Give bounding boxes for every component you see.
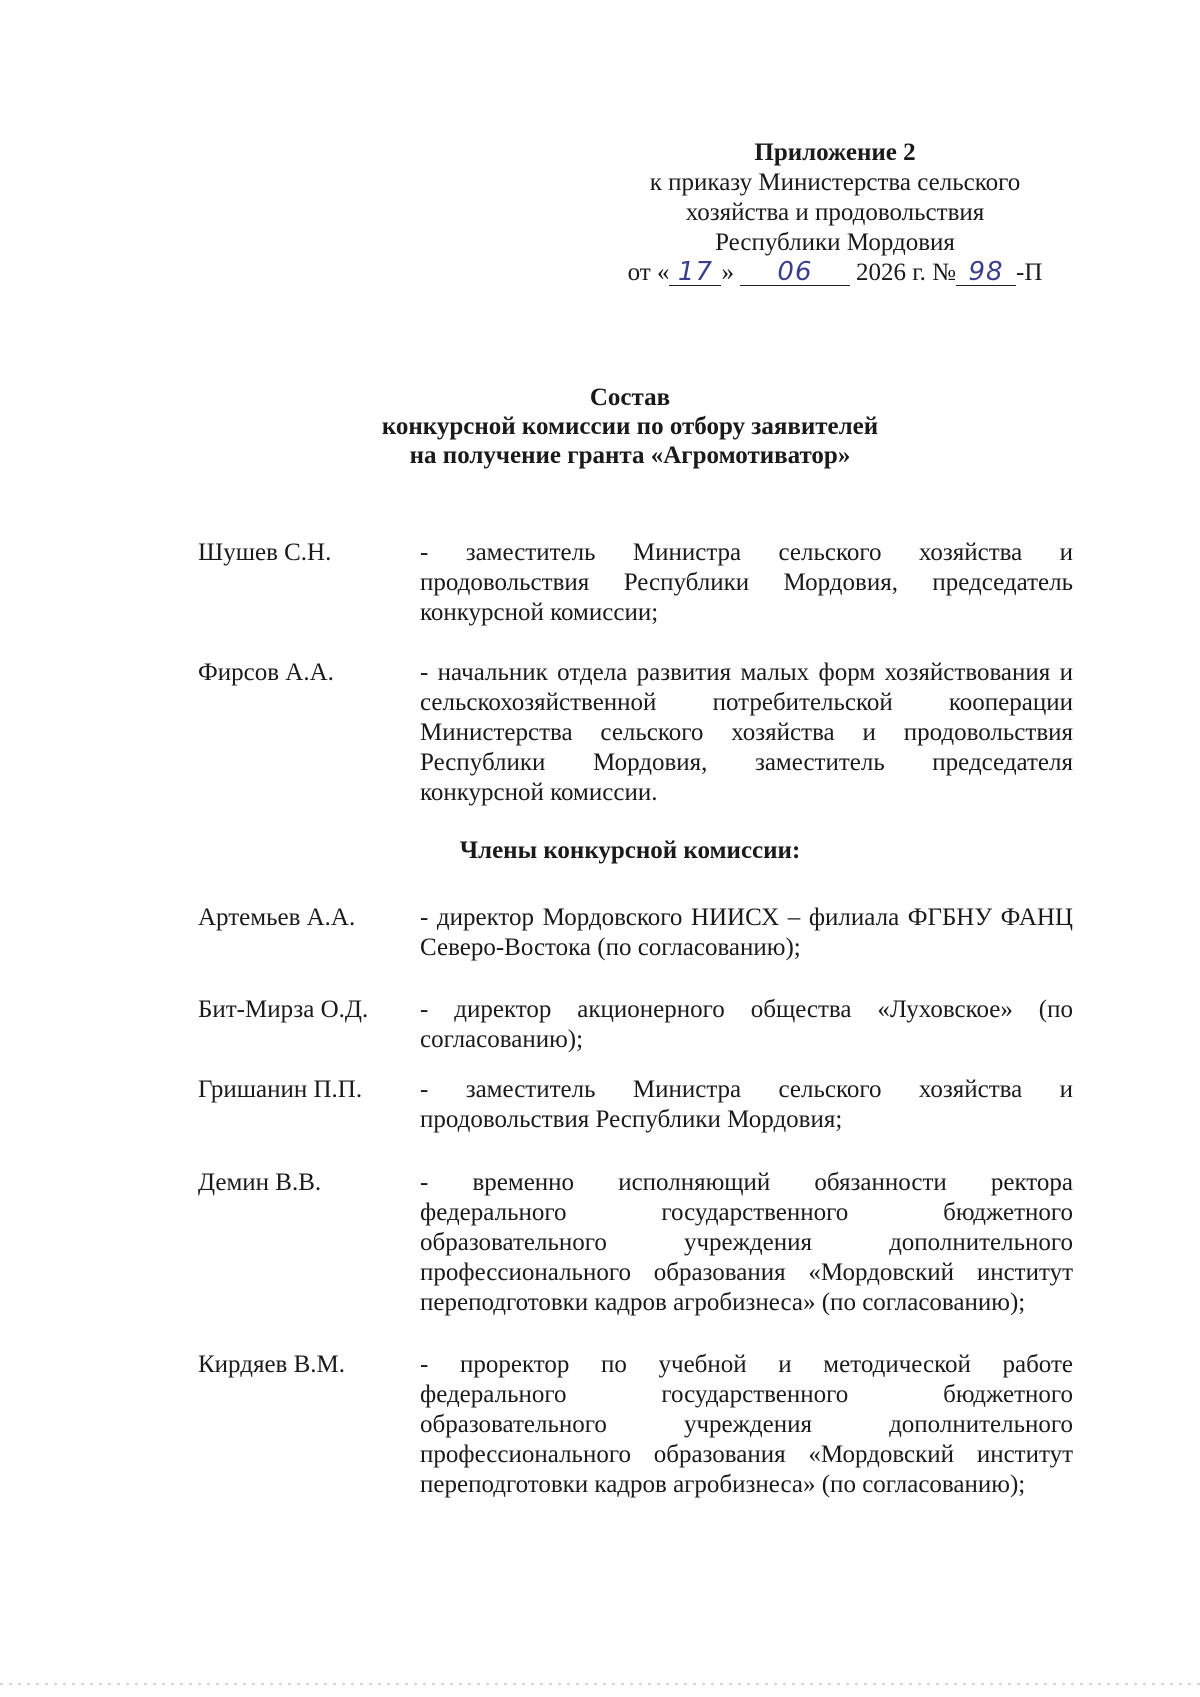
member-name: Демин В.В. [198,1169,322,1196]
handwritten-day: 17 [669,259,721,286]
member-row [198,1168,1073,1318]
title-line-2: конкурсной комиссии по отбору заявителей [381,413,879,440]
member-position: - начальник отдела развития малых форм хозяйствования и сельскохозяйственной потребительской кооперации Министерства сельского хозяйства и продовольствия Республики Мордовия, заместитель председателя конкурсной комиссии. [420,659,1073,806]
order-number-suffix: -П [1016,259,1043,286]
member-position: - заместитель Министра сельского хозяйства и продовольствия Республики Мордовия; [420,1076,1073,1133]
member-name: Шушев С.Н. [198,539,332,566]
handwritten-order-number: 98 [956,259,1016,286]
title-line-3: на получение гранта «Агромотиватор» [409,442,851,469]
member-name: Артемьев А.А. [198,904,356,931]
member-position: - директор Мордовского НИИСХ – филиала ФГБНУ ФАНЦ Северо-Востока (по согласованию); [420,904,1073,961]
member-position: - заместитель Министра сельского хозяйства и продовольствия Республики Мордовия, председатель конкурсной комиссии; [420,539,1073,626]
leader-row [198,658,1073,808]
document-title [200,383,1060,470]
member-name: Бит-Мирза О.Д. [198,996,369,1023]
title-line-1: Состав [589,384,671,411]
member-name: Гришанин П.П. [198,1076,363,1103]
member-row [198,1075,1073,1135]
member-position: - директор акционерного общества «Луховское» (по согласованию); [420,996,1073,1053]
member-position: - временно исполняющий обязанности ректора федерального государственного бюджетного образовательного учреждения дополнительного профессионального образования «Мордовский институт переподготовки кадров агробизнеса» (по согласованию); [420,1169,1073,1316]
handwritten-month: 06 [740,259,850,286]
date-close-quote: » [721,259,734,286]
appendix-title: Приложение 2 [754,139,916,166]
appendix-block [620,138,1050,288]
member-row [198,1350,1073,1500]
appendix-line-1: к приказу Министерства сельского [649,169,1021,196]
scan-artifact-line [0,1683,1200,1685]
members-heading: Члены конкурсной комиссии: [459,837,801,864]
leader-row [198,538,1073,628]
member-name: Фирсов А.А. [198,659,334,686]
member-row [198,995,1073,1055]
date-prefix: от « [627,259,670,286]
member-row [198,903,1073,963]
order-year: 2026 г. № [855,259,956,286]
order-date-line [620,258,1050,288]
appendix-line-3: Республики Мордовия [715,229,955,256]
member-name: Кирдяев В.М. [198,1351,345,1378]
member-position: - проректор по учебной и методической работе федерального государственного бюджетного образовательного учреждения дополнительного профессионального образования «Мордовский институт переподготовки кадров агробизнеса» (по согласованию); [420,1351,1073,1498]
appendix-line-2: хозяйства и продовольствия [685,199,985,226]
